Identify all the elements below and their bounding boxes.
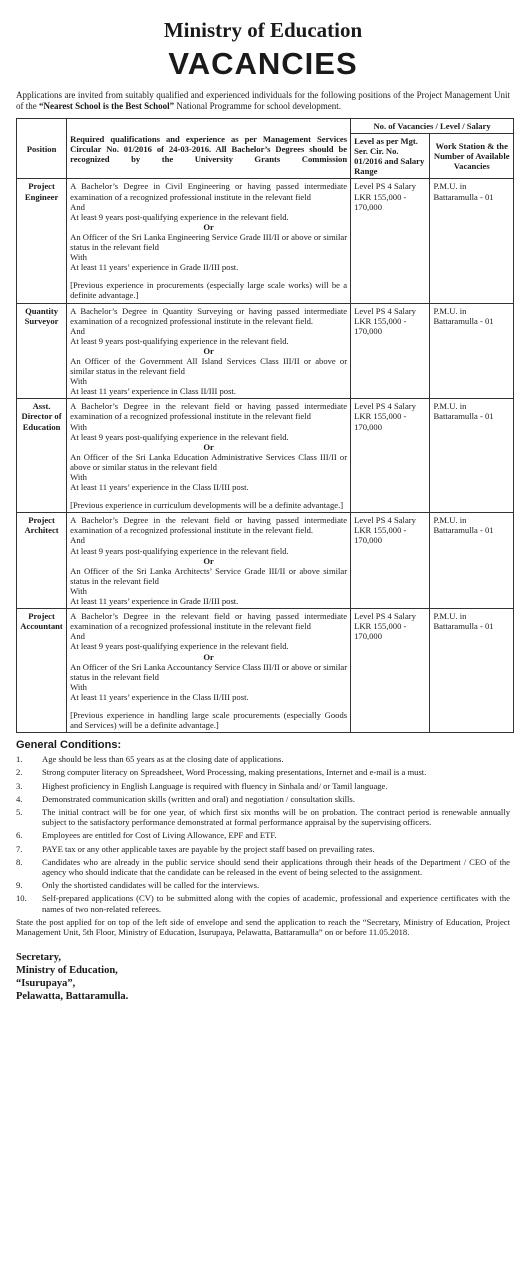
general-conditions-title: General Conditions: — [16, 739, 122, 752]
condition-text: Strong computer literacy on Spreadsheet, Word Processing, making presentations, Internet and e-mail is a must. — [42, 767, 427, 778]
ministry-heading: Ministry of Education — [163, 18, 363, 42]
table-row — [17, 179, 514, 303]
intro-text-before: Applications are invited from suitably qualified and experienced individuals for the following positions of the Project Management Unit of the — [16, 90, 510, 111]
condition-text: Highest proficiency in English Language is required with fluency in Sinhala and/ or Tamil language. — [42, 780, 388, 791]
position-name: Quantity Surveyor — [17, 303, 67, 399]
header-work-station: Work Station & the Number of Available Vacancies — [430, 134, 514, 179]
qualification-experience: At least 9 years post-qualifying experience in the relevant field. — [70, 431, 289, 442]
signature-title: Secretary, — [16, 952, 61, 964]
table-row — [17, 303, 514, 399]
list-item — [16, 807, 510, 827]
table-row — [17, 513, 514, 609]
qualification-with: With — [70, 252, 87, 263]
qualification-alternative: An Officer of the Sri Lanka Accountancy Service Class III/II or above or similar status in the relevant field — [70, 661, 348, 682]
condition-number: 4. — [16, 793, 23, 804]
list-item — [16, 857, 510, 877]
condition-number: 1. — [16, 754, 23, 765]
condition-text: Only the shortisted candidates will be called for the interviews. — [42, 880, 260, 891]
qualification-or: Or — [203, 221, 214, 232]
table-row — [17, 609, 514, 733]
list-item — [16, 754, 510, 764]
qualification-connector: And — [70, 325, 85, 336]
position-name: Project Accountant — [17, 609, 67, 733]
level-salary: Level PS 4 Salary LKR 155,000 - 170,000 — [351, 303, 430, 399]
level-salary: Level PS 4 Salary LKR 155,000 - 170,000 — [351, 609, 430, 733]
list-item — [16, 880, 510, 890]
qualification-or: Or — [203, 651, 214, 662]
qualification-with: With — [70, 472, 87, 482]
condition-number: 10. — [16, 893, 27, 904]
list-item — [16, 893, 510, 913]
condition-text: Age should be less than 65 years as at the closing date of applications. — [42, 754, 284, 765]
qualification-alt-experience: At least 11 years’ experience in the Class II/III post. — [70, 691, 249, 702]
qualification-with: With — [70, 681, 87, 692]
qualification-or: Or — [203, 345, 214, 356]
qualification-note: [Previous experience in procurements (especially large scale works) will be a definite advantage.] — [70, 280, 348, 301]
condition-text: Candidates who are already in the public service should send their applications through their heads of the Department / CEO of the agency who should indicate that the candidate can be released in the event of being selected to the assignment. — [42, 856, 510, 877]
level-salary: Level PS 4 Salary LKR 155,000 - 170,000 — [351, 513, 430, 609]
page-title: VACANCIES — [168, 46, 358, 81]
qualification-alternative: An Officer of the Sri Lanka Engineering Service Grade III/II or above or similar status in the relevant field — [70, 231, 348, 253]
position-name: Project Engineer — [17, 179, 67, 303]
condition-number: 6. — [16, 830, 23, 841]
condition-number: 7. — [16, 843, 23, 854]
qualification-primary: A Bachelor’s Degree in the relevant field or having passed intermediate examination of a recognized professional institute in the relevant field — [70, 401, 348, 422]
condition-text: Employees are entitled for Cost of Living Allowance, EPF and ETF. — [42, 830, 277, 841]
qualification-with: With — [70, 585, 87, 596]
intro-paragraph — [16, 90, 510, 112]
position-name: Asst. Director of Education — [17, 399, 67, 513]
qualification-note: [Previous experience in handling large scale procurements (especially Goods and Services) will be a definite advantage.] — [70, 709, 348, 731]
qualification-alternative: An Officer of the Sri Lanka Architects’ Service Grade III/II or above similar status in the relevant field — [70, 565, 348, 586]
condition-text: PAYE tax or any other applicable taxes are payable by the project staff based on prevailing rates. — [42, 843, 375, 854]
qualification-or: Or — [203, 555, 214, 566]
qualification-connector: And — [70, 201, 85, 212]
qualification-experience: At least 9 years post-qualifying experience in the relevant field. — [70, 335, 289, 346]
qualifications-cell — [67, 303, 351, 399]
qualification-with: With — [70, 376, 87, 387]
signature-address: Pelawatta, Battaramulla. — [16, 991, 129, 1003]
condition-text: The initial contract will be for one year, of which first six months will be on probation. The contract period is renewable annually subject to the satisfactory performance demonstrated at formal performance appraisal by the supervising officers. — [42, 806, 510, 828]
qualifications-cell — [67, 179, 351, 303]
signature-block — [16, 951, 510, 1003]
list-item — [16, 830, 510, 840]
qualification-alt-experience: At least 11 years’ experience in Class II/III post. — [70, 386, 236, 397]
level-salary: Level PS 4 Salary LKR 155,000 - 170,000 — [351, 179, 430, 303]
position-name: Project Architect — [17, 513, 67, 609]
work-station: P.M.U. in Battaramulla - 01 — [430, 609, 514, 733]
qualifications-cell — [67, 609, 351, 733]
signature-building: “Isurupaya”, — [16, 978, 76, 990]
signature-ministry: Ministry of Education, — [16, 965, 118, 977]
list-item — [16, 794, 510, 804]
qualification-connector: And — [70, 631, 85, 642]
condition-text: Demonstrated communication skills (written and oral) and negotiation / consultation skills. — [42, 793, 355, 804]
list-item — [16, 781, 510, 791]
list-item — [16, 767, 510, 777]
condition-number: 3. — [16, 780, 23, 791]
level-salary: Level PS 4 Salary LKR 155,000 - 170,000 — [351, 399, 430, 513]
qualification-experience: At least 9 years post-qualifying experience in the relevant field. — [70, 211, 289, 222]
programme-name: “Nearest School is the Best School” — [39, 101, 175, 111]
qualification-alternative: An Officer of the Sri Lanka Education Administrative Services Class III/II or above or similar status in the relevant field — [70, 451, 348, 472]
header-vacancies-group: No. of Vacancies / Level / Salary — [351, 119, 514, 134]
intro-text-after: National Programme for school development. — [174, 101, 342, 111]
qualification-primary: A Bachelor’s Degree in the relevant field or having passed intermediate examination of a recognized professional institute in the relevant field. — [70, 515, 348, 536]
table-row — [17, 399, 514, 513]
general-conditions-list — [16, 754, 510, 914]
qualification-experience: At least 9 years post-qualifying experience in the relevant field. — [70, 545, 289, 556]
condition-number: 5. — [16, 806, 23, 817]
qualification-alt-experience: At least 11 years’ experience in Grade II/III post. — [70, 262, 239, 273]
list-item — [16, 844, 510, 854]
qualifications-cell — [67, 399, 351, 513]
condition-text: Self-prepared applications (CV) to be submitted along with the copies of academic, professional and experience certificates with the names of two non-related referees. — [42, 893, 510, 914]
header-position: Position — [17, 119, 67, 179]
condition-number: 8. — [16, 856, 23, 867]
qualification-note: [Previous experience in curriculum developments will be a definite advantage.] — [70, 500, 344, 511]
qualification-alternative: An Officer of the Government All Island Services Class III/II or above or similar status in the relevant field — [70, 355, 348, 377]
header-qualifications: Required qualifications and experience as per Management Services Circular No. 01/2016 of 24-03-2016. All Bachelor’s Degrees should be recognized by the University Grants Commission — [67, 119, 351, 179]
qualification-connector: With — [70, 421, 87, 432]
qualification-alt-experience: At least 11 years’ experience in Grade II/III post. — [70, 596, 239, 607]
qualification-alt-experience: At least 11 years’ experience in the Class II/III post. — [70, 482, 249, 493]
qualification-primary: A Bachelor’s Degree in the relevant field or having passed intermediate examination of a recognized professional institute in the relevant field — [70, 611, 348, 632]
work-station: P.M.U. in Battaramulla - 01 — [430, 399, 514, 513]
work-station: P.M.U. in Battaramulla - 01 — [430, 179, 514, 303]
qualifications-cell — [67, 513, 351, 609]
application-instructions: State the post applied for on top of the left side of envelope and send the application to reach the “Secretary, Ministry of Education, Project Management Unit, 5th Floor, Ministry of Education, Isurupaya, Pelawatta, Battaramulla” on or before 11.05.2018. — [16, 916, 510, 937]
condition-number: 2. — [16, 767, 23, 778]
qualification-experience: At least 9 years post-qualifying experience in the relevant field. — [70, 641, 289, 652]
qualification-or: Or — [203, 441, 214, 452]
work-station: P.M.U. in Battaramulla - 01 — [430, 303, 514, 399]
qualification-primary: A Bachelor’s Degree in Civil Engineering or having passed intermediate examination of a recognized professional institute in the relevant field — [70, 181, 348, 202]
work-station: P.M.U. in Battaramulla - 01 — [430, 513, 514, 609]
vacancies-table — [16, 118, 514, 733]
qualification-primary: A Bachelor’s Degree in Quantity Surveying or having passed intermediate examination of a recognized professional institute in the relevant field. — [70, 305, 348, 326]
condition-number: 9. — [16, 880, 23, 891]
header-level-salary: Level as per Mgt. Ser. Cir. No. 01/2016 and Salary Range — [351, 134, 430, 179]
qualification-connector: And — [70, 535, 85, 546]
